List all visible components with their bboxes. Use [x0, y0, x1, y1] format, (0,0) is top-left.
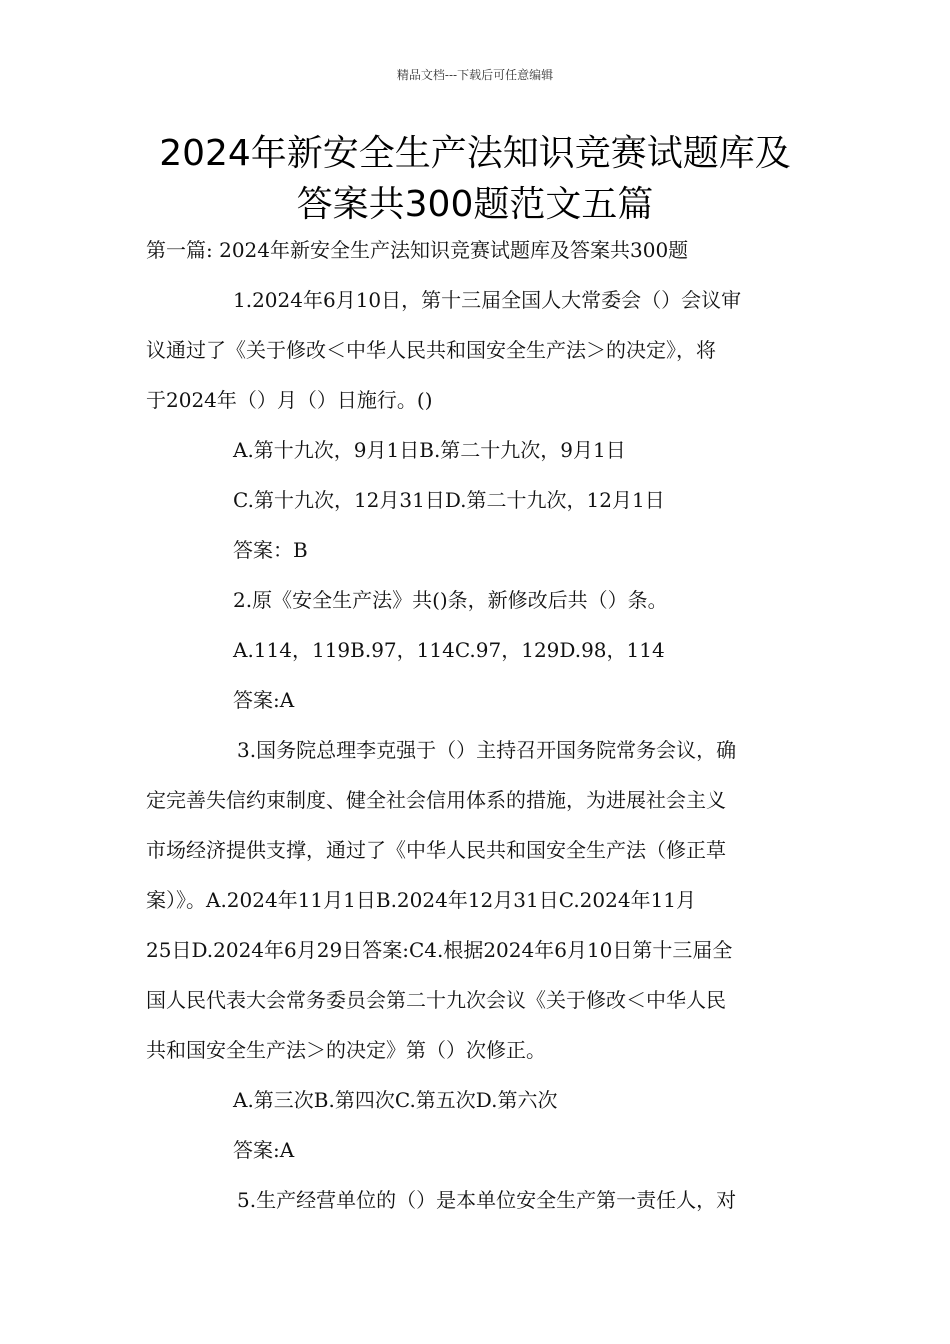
question-4-answer: 答案:A	[233, 1138, 295, 1162]
question-1-line-2: 议通过了《关于修改＜中华人民共和国安全生产法＞的决定》，将	[146, 338, 716, 362]
document-title	[100, 128, 850, 230]
question-3-line-4: 案）》。A.2024年11月1日B.2024年12月31日C.2024年11月	[146, 888, 697, 912]
page-header: 精品文档---下载后可任意编辑	[396, 68, 554, 82]
question-2-options: A.114，119B.97，114C.97，129D.98，114	[233, 638, 665, 662]
question-5-line-1: 5.生产经营单位的（）是本单位安全生产第一责任人，对	[237, 1188, 737, 1212]
question-1-answer: 答案：B	[233, 538, 308, 562]
title-line-1: 2024年新安全生产法知识竞赛试题库及	[159, 133, 791, 174]
question-1-line-3: 于2024年（）月（）日施行。()	[146, 388, 433, 412]
question-2-answer: 答案:A	[233, 688, 295, 712]
section-heading: 第一篇: 2024年新安全生产法知识竞赛试题库及答案共300题	[146, 238, 689, 262]
question-4-line-3: 共和国安全生产法＞的决定》第（）次修正。	[146, 1038, 546, 1062]
question-3-line-3: 市场经济提供支撑，通过了《中华人民共和国安全生产法（修正草	[146, 838, 726, 862]
question-4-options: A.第三次B.第四次C.第五次D.第六次	[233, 1088, 558, 1112]
question-1-options-2: C.第十九次，12月31日D.第二十九次，12月1日	[233, 488, 665, 512]
title-line-2: 答案共300题范文五篇	[296, 184, 654, 225]
question-3-line-2: 定完善失信约束制度、健全社会信用体系的措施，为进展社会主义	[146, 788, 726, 812]
question-3-line-5: 25日D.2024年6月29日答案:C4.根据2024年6月10日第十三届全	[146, 938, 733, 962]
question-3-line-1: 3.国务院总理李克强于（）主持召开国务院常务会议，确	[237, 738, 737, 762]
question-1-line-1: 1.2024年6月10日，第十三届全国人大常委会（）会议审	[233, 288, 742, 312]
question-1-options-1: A.第十九次，9月1日B.第二十九次，9月1日	[233, 438, 626, 462]
question-2-line-1: 2.原《安全生产法》共()条，新修改后共（）条。	[233, 588, 668, 612]
question-4-line-2: 国人民代表大会常务委员会第二十九次会议《关于修改＜中华人民	[146, 988, 726, 1012]
